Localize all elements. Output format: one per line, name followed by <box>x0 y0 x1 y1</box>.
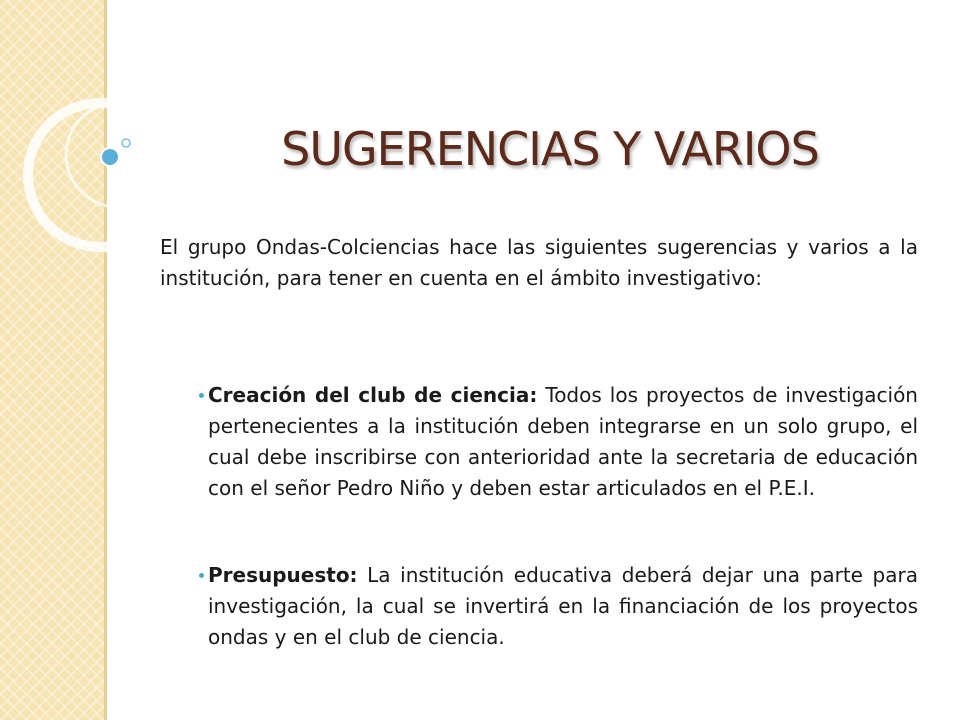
bullet-text: Todos los proyectos de investigación pertenecientes a la institución deben integrarse en un solo grupo, el cual debe inscribirse con anterioridad ante la secretaria de educación con el señor Pedro Niño y deben estar articulados en el P.E.I. <box>208 383 918 500</box>
bullet-dot-icon <box>199 393 204 398</box>
bullet-list <box>208 380 918 709</box>
intro-paragraph: El grupo Ondas-Colciencias hace las siguientes sugerencias y varios a la institución, para tener en cuenta en el ámbito investigativo: <box>160 235 918 290</box>
bullet-item-presupuesto <box>208 560 918 653</box>
bullet-item-club <box>208 380 918 504</box>
bullet-dot-icon <box>199 573 204 578</box>
bullet-term: Presupuesto: <box>208 563 358 587</box>
bullet-text: La institución educativa deberá dejar una parte para investigación, la cual se invertirá en la financiación de los proyectos ondas y en el club de ciencia. <box>208 563 918 649</box>
slide-title: SUGERENCIAS Y VARIOS <box>281 122 819 176</box>
bullet-term: Creación del club de ciencia: <box>208 383 538 407</box>
